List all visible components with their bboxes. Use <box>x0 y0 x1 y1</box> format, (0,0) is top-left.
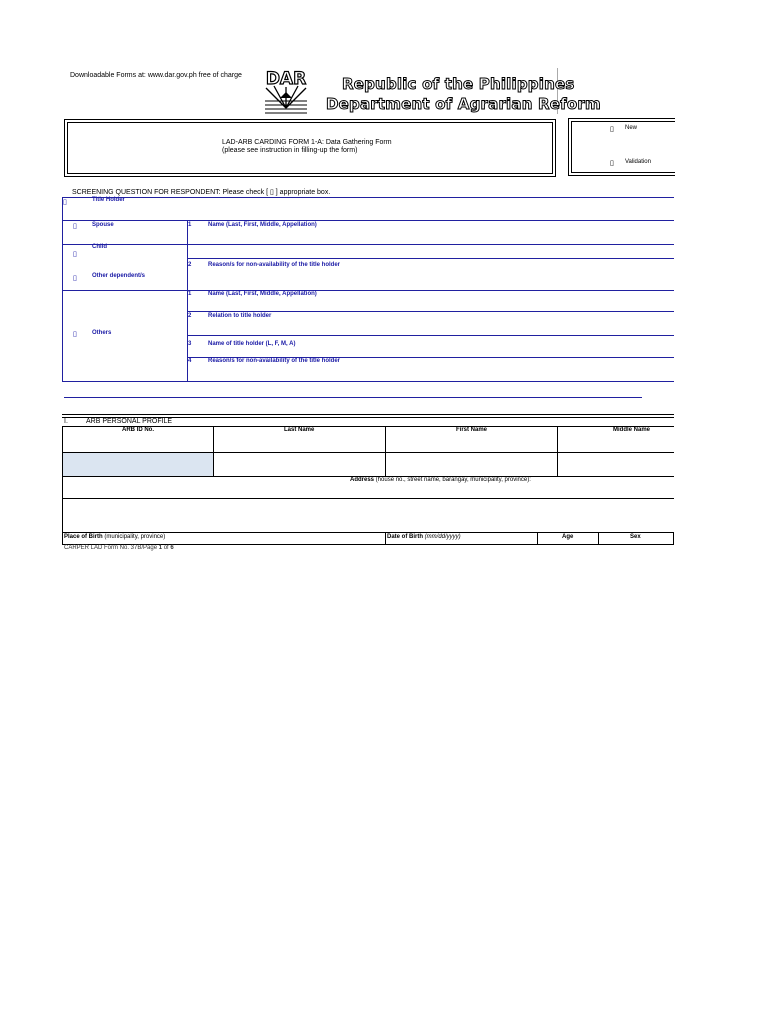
department-title: Department of Agrarian Reform <box>326 95 601 113</box>
footer-of: of <box>162 545 171 551</box>
screening-rule <box>62 244 674 245</box>
profile-col-border <box>537 532 538 544</box>
screening-rule <box>187 311 674 312</box>
place-of-birth-text: Place of Birth <box>64 534 103 540</box>
spouse-name-label: Name (Last, First, Middle, Appellation) <box>208 222 317 228</box>
new-label: New <box>625 125 638 131</box>
others-field-num: 3 <box>188 341 192 347</box>
footer-form-no: CARPER LAD Form No. 37B/Page <box>64 545 159 551</box>
screening-rule <box>187 258 674 259</box>
middle-name-header: Middle Name <box>613 427 651 433</box>
date-of-birth-label <box>387 534 461 540</box>
age-label: Age <box>562 534 574 540</box>
first-name-input[interactable] <box>386 453 557 476</box>
title-holder-checkbox[interactable]: ▯ <box>63 198 67 206</box>
screening-prompt: SCREENING QUESTION FOR RESPONDENT: Please check [ ▯ ] appropriate box. <box>72 189 331 196</box>
footer-page: 1 <box>158 545 163 551</box>
last-name-header: Last Name <box>284 427 315 433</box>
others-field-num: 2 <box>188 313 192 319</box>
screening-rule <box>62 220 674 221</box>
form-title: LAD-ARB CARDING FORM 1-A: Data Gathering Form <box>222 139 392 146</box>
profile-col-border <box>385 532 386 544</box>
download-note: Downloadable Forms at: www.dar.gov.ph free of charge <box>70 72 242 79</box>
others-relation-label: Relation to title holder <box>208 313 272 319</box>
section-number: I. <box>64 418 68 425</box>
new-checkbox[interactable]: ▯ <box>610 125 614 133</box>
spouse-reason-label: Reason/s for non-availability of the title holder <box>208 262 341 268</box>
form-subtitle: (please see instruction in filling-up the form) <box>222 147 358 154</box>
middle-name-input[interactable] <box>558 453 674 476</box>
footer-total: 6 <box>170 545 174 551</box>
others-title-holder-label: Name of title holder (L, F, M, A) <box>208 341 296 347</box>
screening-left-border <box>62 197 63 381</box>
others-reason-label: Reason/s for non-availability of the title holder <box>208 358 341 364</box>
validation-label: Validation <box>625 159 651 165</box>
others-field-num: 1 <box>188 291 192 297</box>
others-checkbox[interactable]: ▯ <box>73 330 77 338</box>
address-hint: (house no., street name, barangay, municipality, province): <box>375 477 531 483</box>
last-name-input[interactable] <box>214 453 385 476</box>
spouse-label: Spouse <box>92 222 114 228</box>
child-checkbox[interactable]: ▯ <box>73 250 77 258</box>
others-name-label: Name (Last, First, Middle, Appellation) <box>208 291 317 297</box>
arb-id-input[interactable] <box>63 453 213 476</box>
profile-top-rule <box>62 414 674 415</box>
form-footer <box>64 545 174 551</box>
address-label-text: Address <box>350 477 375 483</box>
date-of-birth-hint: (mm/dd/yyyy) <box>424 534 461 540</box>
dar-logo <box>262 68 310 116</box>
first-name-header: First Name <box>456 427 488 433</box>
spouse-field-num: 2 <box>188 262 192 268</box>
form-type-box-inner <box>571 121 675 173</box>
child-label: Child <box>92 244 107 250</box>
spouse-checkbox[interactable]: ▯ <box>73 222 77 230</box>
validation-checkbox[interactable]: ▯ <box>610 159 614 167</box>
spouse-field-num: 1 <box>188 222 192 228</box>
logo-text: DAR <box>265 69 307 89</box>
place-of-birth-label <box>64 534 165 540</box>
screening-mid-border <box>187 220 188 381</box>
screening-rule <box>187 335 674 336</box>
others-label: Others <box>92 330 112 336</box>
section-divider <box>64 397 642 398</box>
screening-bottom-rule <box>62 381 674 382</box>
others-field-num: 4 <box>188 358 192 364</box>
place-of-birth-hint: (municipality, province) <box>104 534 166 540</box>
profile-col-border <box>598 532 599 544</box>
address-input[interactable] <box>63 499 674 532</box>
address-label <box>350 477 531 483</box>
screening-rule <box>62 290 674 291</box>
title-holder-label: Title Holder <box>92 197 125 203</box>
profile-right-border <box>673 532 674 544</box>
sex-label: Sex <box>630 534 641 540</box>
date-of-birth-text: Date of Birth <box>387 534 423 540</box>
section-title: ARB PERSONAL PROFILE <box>86 418 173 425</box>
profile-rule <box>62 532 674 533</box>
other-dependents-label: Other dependent/s <box>92 273 146 279</box>
republic-title: Republic of the Philippines <box>342 75 575 93</box>
arb-id-header: ARB ID No. <box>122 427 154 433</box>
other-dependents-checkbox[interactable]: ▯ <box>73 274 77 282</box>
screening-top-rule <box>62 197 674 198</box>
